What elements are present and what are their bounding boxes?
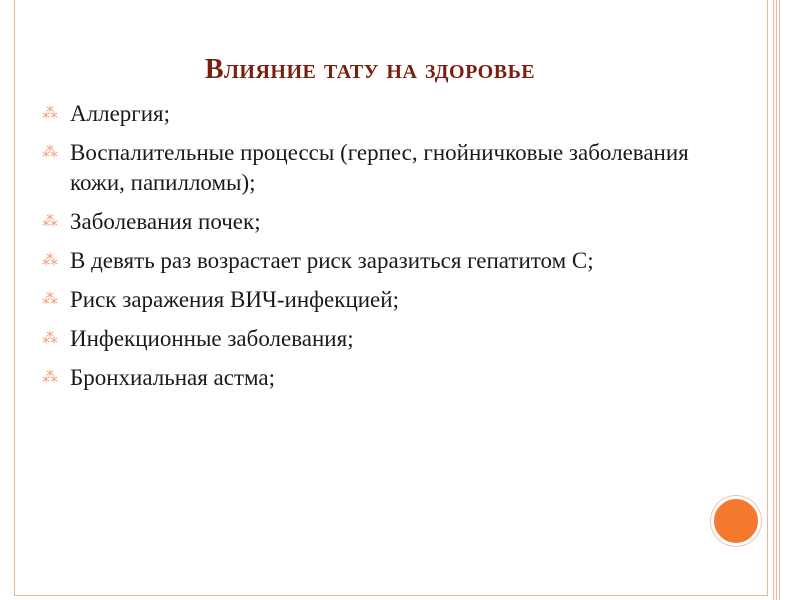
list-item-text: Воспалительные процессы (герпес, гнойничковые заболевания кожи, папилломы);	[70, 140, 689, 195]
bullet-icon: ⁂	[42, 144, 58, 161]
list-item	[42, 285, 702, 315]
list-item-text: Инфекционные заболевания;	[70, 326, 354, 351]
bullet-icon: ⁂	[42, 213, 58, 230]
list-item-text: Заболевания почек;	[70, 209, 261, 234]
bullet-icon: ⁂	[42, 252, 58, 269]
list-item	[42, 363, 702, 393]
bullet-icon: ⁂	[42, 330, 58, 347]
list-item-text: Риск заражения ВИЧ-инфекцией;	[70, 287, 399, 312]
decorative-circle	[711, 496, 761, 546]
list-item-text: В девять раз возрастает риск заразиться гепатитом С;	[70, 248, 594, 273]
bullet-list	[42, 99, 702, 402]
bullet-icon: ⁂	[42, 369, 58, 386]
list-item	[42, 99, 702, 129]
decorative-rail	[773, 0, 774, 600]
list-item	[42, 207, 702, 237]
list-item-text: Аллергия;	[70, 101, 170, 126]
list-item	[42, 324, 702, 354]
list-item-text: Бронхиальная астма;	[70, 365, 276, 390]
decorative-rail	[779, 0, 780, 600]
slide-title: Влияние тату на здоровье	[204, 54, 536, 85]
list-item	[42, 138, 702, 198]
list-item	[42, 246, 702, 276]
decorative-rail	[776, 0, 777, 600]
bullet-icon: ⁂	[42, 291, 58, 308]
bullet-icon: ⁂	[42, 105, 58, 122]
